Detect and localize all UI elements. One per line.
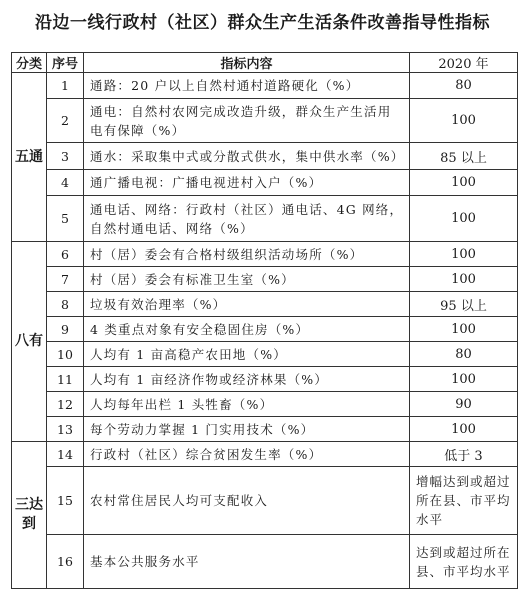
header-year: 2020 年 bbox=[410, 53, 518, 73]
row-value: 低于 3 bbox=[410, 442, 518, 467]
header-category: 分类 bbox=[12, 53, 47, 73]
table-row bbox=[12, 317, 518, 342]
row-seq: 6 bbox=[47, 242, 84, 267]
row-value: 90 bbox=[410, 392, 518, 417]
row-seq: 10 bbox=[47, 342, 84, 367]
table-row bbox=[12, 242, 518, 267]
table-row bbox=[12, 535, 518, 589]
table-row bbox=[12, 342, 518, 367]
row-seq: 9 bbox=[47, 317, 84, 342]
row-content: 人均有 1 亩高稳产农田地（%） bbox=[84, 342, 410, 367]
table-row bbox=[12, 73, 518, 99]
row-value: 85 以上 bbox=[410, 143, 518, 170]
row-value: 100 bbox=[410, 170, 518, 196]
row-value: 95 以上 bbox=[410, 292, 518, 317]
row-content: 村（居）委会有合格村级组织活动场所（%） bbox=[84, 242, 410, 267]
row-value: 100 bbox=[410, 267, 518, 292]
row-seq: 2 bbox=[47, 99, 84, 143]
table-row bbox=[12, 467, 518, 535]
row-value: 100 bbox=[410, 242, 518, 267]
row-value: 100 bbox=[410, 99, 518, 143]
header-content: 指标内容 bbox=[84, 53, 410, 73]
row-content: 人均每年出栏 1 头牲畜（%） bbox=[84, 392, 410, 417]
header-seq: 序号 bbox=[47, 53, 84, 73]
row-value: 达到或超过所在县、市平均水平 bbox=[410, 535, 518, 589]
row-seq: 5 bbox=[47, 196, 84, 242]
table-row bbox=[12, 196, 518, 242]
table-row bbox=[12, 442, 518, 467]
row-content: 通电话、网络：行政村（社区）通电话、4G 网络，自然村通电话、网络（%） bbox=[84, 196, 410, 242]
row-seq: 4 bbox=[47, 170, 84, 196]
row-content: 通路：20 户以上自然村通村道路硬化（%） bbox=[84, 73, 410, 99]
row-content: 通水：采取集中式或分散式供水，集中供水率（%） bbox=[84, 143, 410, 170]
row-value: 100 bbox=[410, 367, 518, 392]
row-seq: 15 bbox=[47, 467, 84, 535]
row-value: 100 bbox=[410, 417, 518, 442]
table-row bbox=[12, 417, 518, 442]
row-value: 100 bbox=[410, 317, 518, 342]
table-row bbox=[12, 392, 518, 417]
table-header-row bbox=[12, 53, 518, 73]
row-content: 4 类重点对象有安全稳固住房（%） bbox=[84, 317, 410, 342]
row-seq: 11 bbox=[47, 367, 84, 392]
category-bayou: 八有 bbox=[12, 242, 47, 442]
row-content: 每个劳动力掌握 1 门实用技术（%） bbox=[84, 417, 410, 442]
row-seq: 7 bbox=[47, 267, 84, 292]
page-title: 沿边一线行政村（社区）群众生产生活条件改善指导性指标 bbox=[35, 13, 490, 33]
row-seq: 16 bbox=[47, 535, 84, 589]
row-value: 增幅达到或超过所在县、市平均水平 bbox=[410, 467, 518, 535]
table-row bbox=[12, 367, 518, 392]
table-row bbox=[12, 170, 518, 196]
table-row bbox=[12, 99, 518, 143]
row-content: 村（居）委会有标准卫生室（%） bbox=[84, 267, 410, 292]
table-row bbox=[12, 267, 518, 292]
category-sandadao: 三达到 bbox=[12, 442, 47, 589]
row-content: 通广播电视：广播电视进村入户（%） bbox=[84, 170, 410, 196]
row-seq: 14 bbox=[47, 442, 84, 467]
row-content: 行政村（社区）综合贫困发生率（%） bbox=[84, 442, 410, 467]
row-seq: 1 bbox=[47, 73, 84, 99]
row-content: 垃圾有效治理率（%） bbox=[84, 292, 410, 317]
row-seq: 12 bbox=[47, 392, 84, 417]
row-content: 人均有 1 亩经济作物或经济林果（%） bbox=[84, 367, 410, 392]
row-seq: 3 bbox=[47, 143, 84, 170]
row-seq: 13 bbox=[47, 417, 84, 442]
row-value: 80 bbox=[410, 342, 518, 367]
table-row bbox=[12, 143, 518, 170]
category-wutong: 五通 bbox=[12, 73, 47, 242]
indicator-table bbox=[11, 52, 518, 589]
row-content: 通电：自然村农网完成改造升级，群众生产生活用电有保障（%） bbox=[84, 99, 410, 143]
table-row bbox=[12, 292, 518, 317]
row-value: 80 bbox=[410, 73, 518, 99]
row-content: 农村常住居民人均可支配收入 bbox=[84, 467, 410, 535]
row-content: 基本公共服务水平 bbox=[84, 535, 410, 589]
row-seq: 8 bbox=[47, 292, 84, 317]
row-value: 100 bbox=[410, 196, 518, 242]
